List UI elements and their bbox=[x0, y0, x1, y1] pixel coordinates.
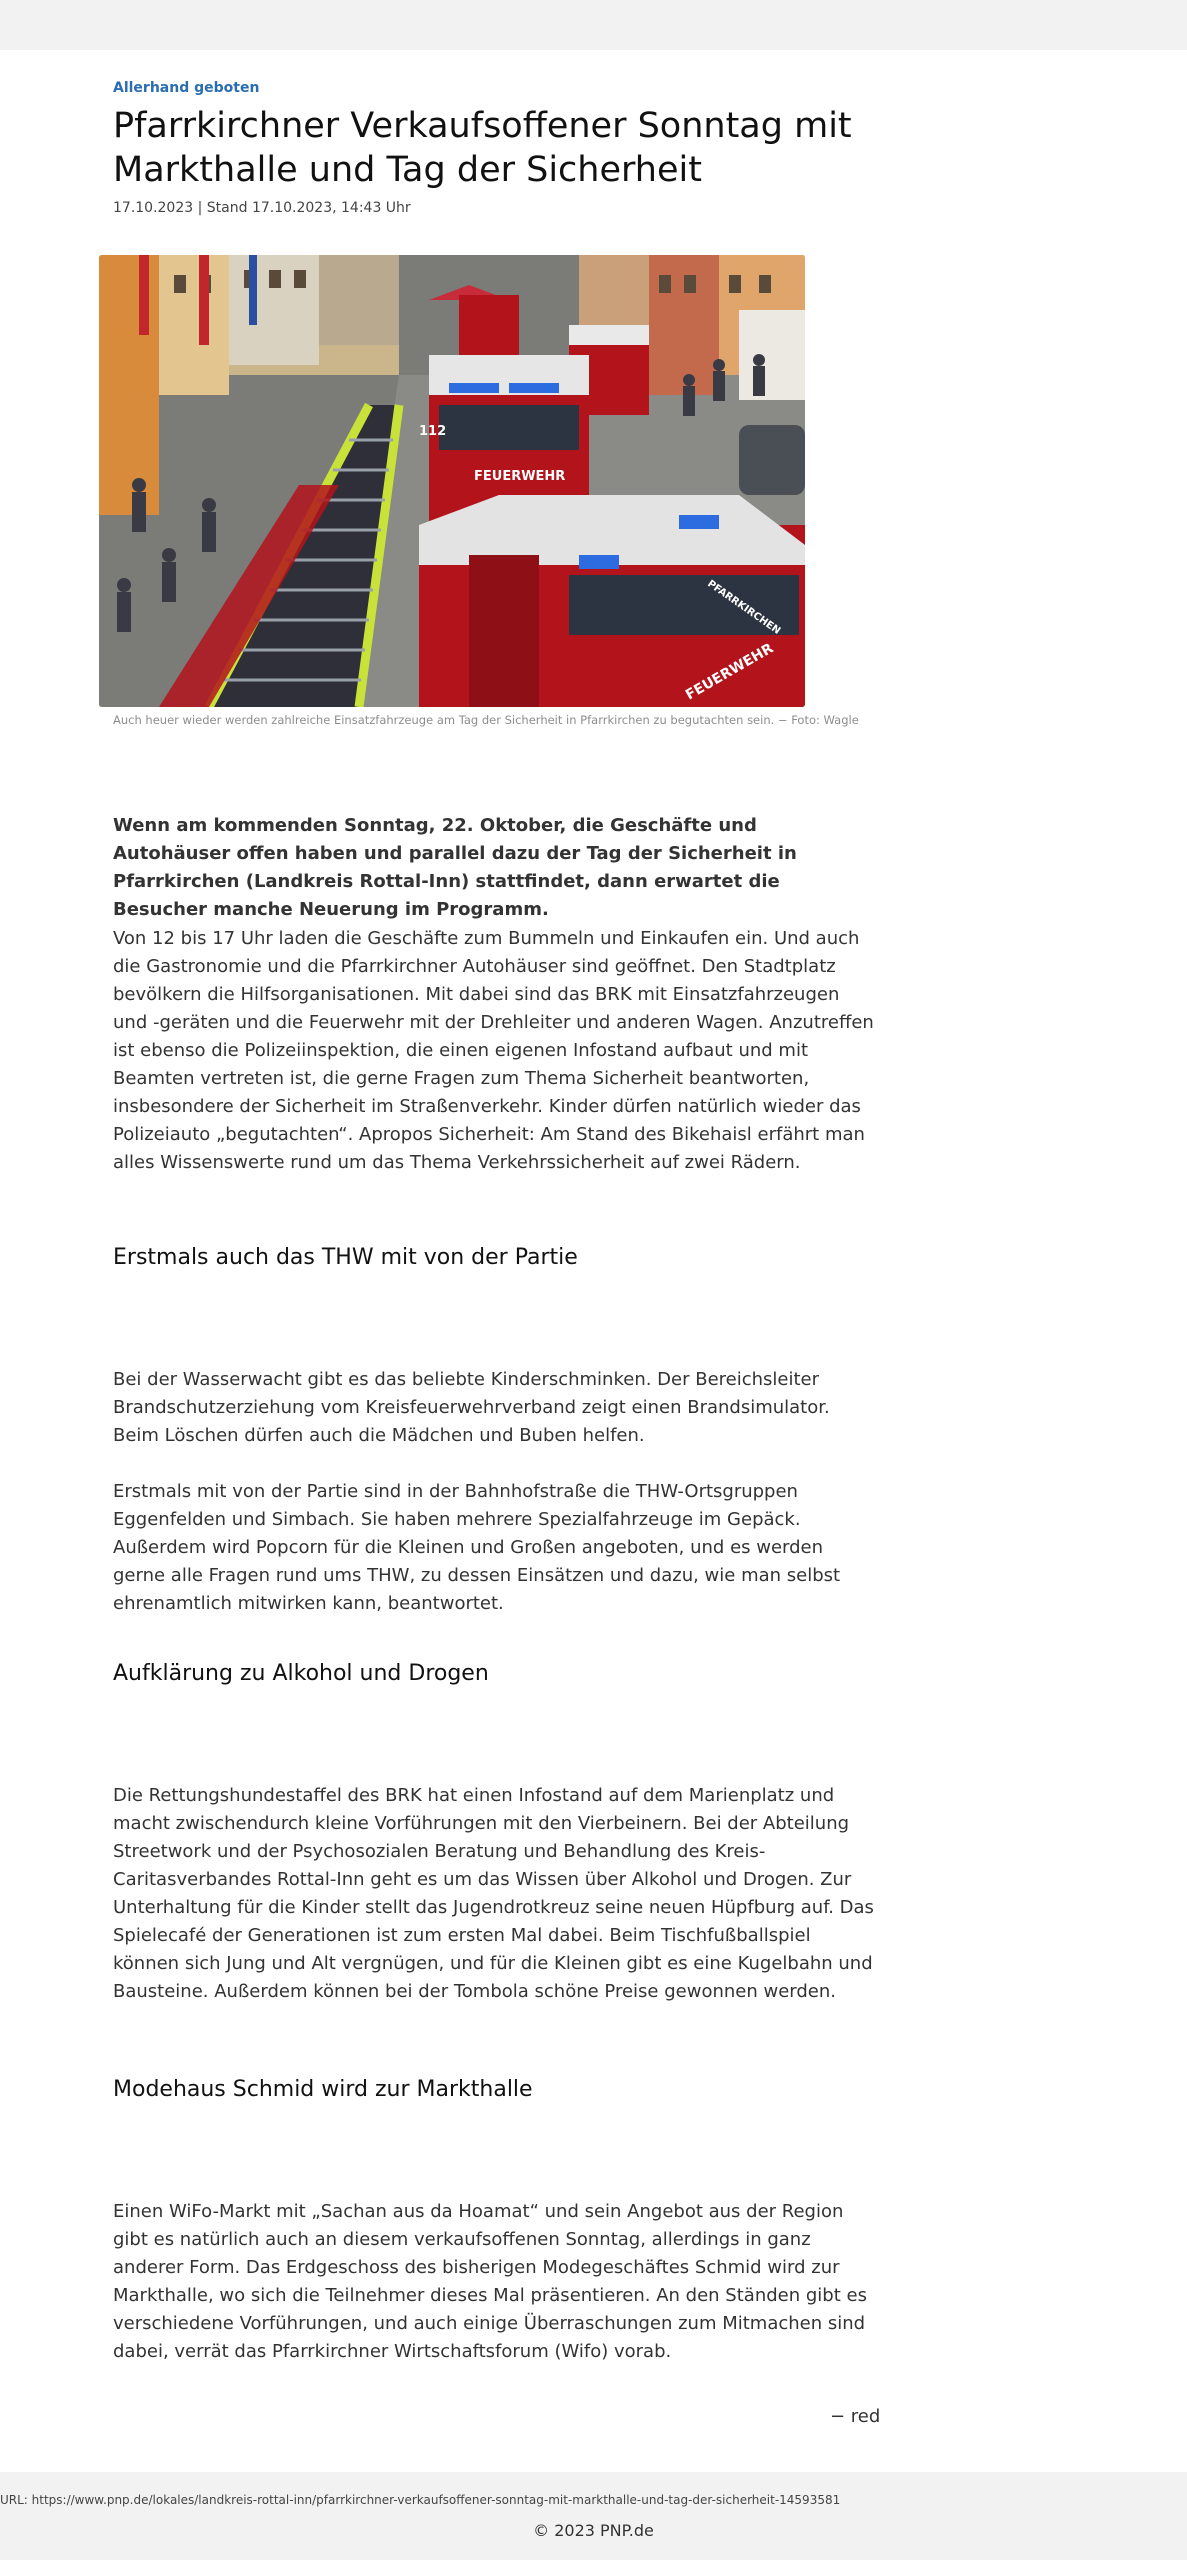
section-heading-alkohol: Aufklärung zu Alkohol und Drogen bbox=[113, 1661, 489, 1686]
article-dateline: 17.10.2023 | Stand 17.10.2023, 14:43 Uhr bbox=[113, 200, 411, 216]
image-caption: Auch heuer wieder werden zahlreiche Einsatzfahrzeuge am Tag der Sicherheit in Pfarrkirchen zu begutachten sein. − Foto: Wagle bbox=[113, 713, 859, 727]
truck-label-1: FEUERWEHR bbox=[474, 469, 566, 484]
paragraph-1: Von 12 bis 17 Uhr laden die Geschäfte zum Bummeln und Einkaufen ein. Und auch die Gastronomie und die Pfarrkirchner Autohäuser sind geöffnet. Den Stadtplatz bevölkern die Hilfsorganisationen. Mit dabei sind das BRK mit Einsatzfahrzeugen und -geräten und die Feuerwehr mit der Drehleiter und anderen Wagen. Anzutreffen ist ebenso die Polizeiinspektion, die einen eigenen Infostand aufbaut und mit Beamten vertreten ist, die gerne Fragen zum Thema Sicherheit beantworten, insbesondere der Sicherheit im Straßenverkehr. Kinder dürfen natürlich wieder das Polizeiauto „begutachten“. Apropos Sicherheit: Am Stand des Bikehaisl erfährt man alles Wissenswerte rund um das Thema Verkehrssicherheit auf zwei Rädern. bbox=[113, 928, 874, 1173]
section-heading-thw: Erstmals auch das THW mit von der Partie bbox=[113, 1245, 578, 1270]
paragraph-2: Bei der Wasserwacht gibt es das beliebte Kinderschminken. Der Bereichsleiter Brandschutzerziehung vom Kreisfeuerwehrverband zeigt einen Brandsimulator. Beim Löschen dürfen auch die Mädchen und Buben helfen. bbox=[113, 1369, 830, 1446]
truck-side-text: PFARRKIRCHEN bbox=[705, 578, 783, 637]
hero-image[interactable] bbox=[99, 255, 805, 707]
paragraph-3: Erstmals mit von der Partie sind in der Bahnhofstraße die THW-Ortsgruppen Eggenfelden und Simbach. Sie haben mehrere Spezialfahrzeuge im Gepäck. Außerdem wird Popcorn für die Kleinen und Großen angeboten, und es werden gerne alle Fragen rund ums THW, zu dessen Einsätzen und dazu, wie man selbst ehrenamtlich mitwirken kann, beantwortet. bbox=[113, 1481, 841, 1614]
article-lead: Wenn am kommenden Sonntag, 22. Oktober, die Geschäfte und Autohäuser offen haben und parallel dazu der Tag der Sicherheit in Pfarrkirchen (Landkreis Rottal-Inn) stattfindet, dann erwartet die Besucher manche Neuerung im Programm. bbox=[113, 815, 797, 920]
paragraph-4: Die Rettungshundestaffel des BRK hat einen Infostand auf dem Marienplatz und macht zwischendurch kleine Vorführungen mit den Vierbeinern. Bei der Abteilung Streetwork und der Psychosozialen Beratung und Behandlung des Kreis-Caritasverbandes Rottal-Inn geht es um das Wissen über Alkohol und Drogen. Zur Unterhaltung für die Kinder stellt das Jugendrotkreuz seine neuen Hüpfburg auf. Das Spielecafé der Generationen ist zum ersten Mal dabei. Beim Tischfußballspiel können sich Jung und Alt vergnügen, und für die Kleinen gibt es eine Kugelbahn und Bausteine. Außerdem können bei der Tombola schöne Preise gewonnen werden. bbox=[113, 1785, 874, 2002]
footer-copyright: © 2023 PNP.de bbox=[533, 2521, 654, 2540]
section-heading-markthalle: Modehaus Schmid wird zur Markthalle bbox=[113, 2077, 533, 2102]
article-author: − red bbox=[830, 2406, 881, 2427]
truck-number: 112 bbox=[419, 424, 447, 439]
paragraph-5: Einen WiFo-Markt mit „Sachan aus da Hoamat“ und sein Angebot aus der Region gibt es natürlich auch an diesem verkaufsoffenen Sonntag, allerdings in ganz anderer Form. Das Erdgeschoss des bisherigen Modegeschäftes Schmid wird zur Markthalle, wo sich die Teilnehmer dieses Mal präsentieren. An den Ständen gibt es verschiedene Vorführungen, und auch einige Überraschungen zum Mitmachen sind dabei, verrät das Pfarrkirchner Wirtschaftsforum (Wifo) vorab. bbox=[113, 2201, 867, 2362]
article-page bbox=[0, 50, 1187, 2472]
top-bar bbox=[0, 0, 1187, 50]
truck-label-2: FEUERWEHR bbox=[683, 640, 777, 704]
fire-trucks-photo bbox=[99, 255, 805, 707]
article-kicker: Allerhand geboten bbox=[113, 80, 260, 96]
footer-url: URL: https://www.pnp.de/lokales/landkreis-rottal-inn/pfarrkirchner-verkaufsoffener-sonntag-mit-markthalle-und-tag-der-sicherheit-14593581 bbox=[0, 2493, 841, 2507]
article-title: Pfarrkirchner Verkaufsoffener Sonntag mit Markthalle und Tag der Sicherheit bbox=[113, 106, 852, 190]
